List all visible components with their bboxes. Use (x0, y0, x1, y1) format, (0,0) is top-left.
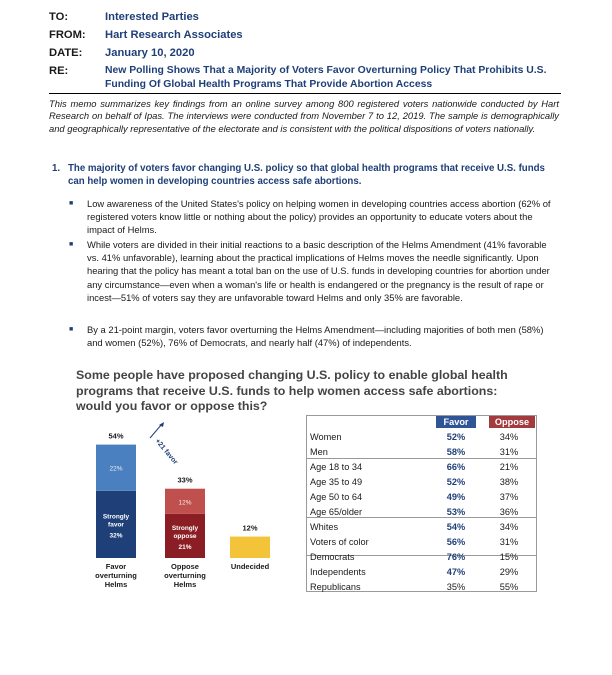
bar-total-label: 12% (242, 523, 258, 533)
bar-weak-value-label: 12% (178, 499, 192, 507)
table-cell-favor: 76% (446, 552, 466, 562)
poll-question: Some people have proposed changing U.S. policy to enable global health programs that receive U.S. funds to help women access safe abortions: would you favor or oppose this? (76, 368, 508, 414)
table-cell-favor: 56% (446, 537, 466, 547)
table-row (307, 475, 536, 490)
table-row-label: Independents (310, 567, 366, 577)
category-label: Oppose (171, 562, 199, 571)
memo-re-value-2: Funding Of Global Health Programs That Provide Abortion Access (105, 79, 433, 90)
table-row-label: Democrats (310, 552, 355, 562)
memo-re-label: RE: (49, 65, 69, 77)
bar-strong-value-label: 32% (109, 532, 123, 540)
category-label: overturning (95, 571, 137, 580)
table-row-label: Voters of color (310, 537, 369, 547)
finding-text: The majority of voters favor changing U.S. policy so that global health programs that receive U.S. funds can help women in developing countries access safe abortions. (68, 163, 545, 187)
table-header-favor: Favor (436, 416, 476, 428)
table-cell-oppose: 37% (499, 492, 519, 502)
category-label: Helms (104, 580, 128, 589)
table-cell-oppose: 15% (499, 552, 519, 562)
bullet-square-icon: ■ (69, 200, 74, 207)
table-row (307, 430, 536, 445)
table-row (307, 490, 536, 505)
table-row (307, 520, 536, 535)
bar-strong-label: oppose (173, 532, 197, 540)
memo-from-label: FROM: (49, 29, 86, 41)
table-row-label: Age 50 to 64 (310, 492, 363, 502)
table-cell-favor: 58% (446, 447, 466, 457)
intro-paragraph: This memo summarizes key findings from an online survey among 800 registered voters nationwide conducted by Hart Research on behalf of Ipas. The interviews were conducted from November 7 to 12, 2019. The sample is demographically and geographically representative of the electorate and is consistent with the political dispositions of voters nationally. (49, 98, 559, 134)
category-label: Favor (105, 562, 127, 571)
bar-strong-value-label: 21% (178, 543, 192, 551)
table-cell-favor: 66% (446, 462, 466, 472)
table-cell-favor: 54% (446, 522, 466, 532)
table-cell-oppose: 36% (499, 507, 519, 517)
bullet-square-icon: ■ (69, 241, 74, 248)
bar-weak-value-label: 22% (109, 465, 123, 473)
table-cell-favor: 53% (446, 507, 466, 517)
table-row-label: Women (310, 432, 342, 442)
bar-total-label: 54% (108, 431, 124, 441)
category-label: Undecided (230, 562, 270, 571)
table-cell-oppose: 34% (499, 522, 519, 532)
header-divider (49, 93, 561, 94)
table-row-label: Whites (310, 522, 339, 532)
table-cell-oppose: 29% (499, 567, 519, 577)
table-row-label: Age 65/older (310, 507, 363, 517)
table-cell-oppose: 38% (499, 477, 519, 487)
table-cell-favor: 49% (446, 492, 466, 502)
table-cell-favor: 52% (446, 477, 466, 487)
table-row-label: Men (310, 447, 328, 457)
table-row (307, 580, 536, 595)
table-cell-oppose: 55% (499, 582, 519, 592)
bar-strong-label: Strongly (171, 524, 199, 532)
table-header-oppose: Oppose (489, 416, 535, 428)
demographic-table (306, 415, 537, 592)
bullet-text: Low awareness of the United States's policy on helping women in developing countries access abortion (62% of registered voters know little or nothing about the policy) provides an opportunity to educate voters about the impact of Helms. (87, 198, 551, 236)
table-row-label: Age 35 to 49 (310, 477, 363, 487)
bar-undecided (230, 537, 270, 558)
table-cell-favor: 52% (446, 432, 466, 442)
bullet-text: By a 21-point margin, voters favor overturning the Helms Amendment—including majorities of both men (58%) and women (52%), 76% of Democrats, and nearly half (47%) of independents. (87, 324, 544, 349)
memo-date-value: January 10, 2020 (105, 47, 195, 59)
memo-date-label: DATE: (49, 47, 83, 59)
bar-strong-label: Strongly (102, 513, 130, 521)
memo-from-value: Hart Research Associates (105, 29, 243, 41)
favor-margin-annotation: +21 favor (153, 437, 179, 466)
annotation-arrow (150, 424, 162, 438)
table-row (307, 505, 536, 520)
table-row (307, 460, 536, 475)
key-finding-1 (52, 163, 557, 188)
bullet-item (69, 197, 556, 237)
table-row (307, 550, 536, 565)
table-cell-oppose: 34% (499, 432, 519, 442)
table-row (307, 535, 536, 550)
table-row-label: Age 18 to 34 (310, 462, 363, 472)
category-label: Helms (173, 580, 197, 589)
favor-oppose-chart (80, 418, 300, 598)
table-cell-favor: 35% (446, 582, 466, 592)
bullet-item (69, 323, 556, 349)
memo-to-value: Interested Parties (105, 11, 199, 23)
table-row-label: Republicans (310, 582, 361, 592)
bar-strong-label: favor (108, 521, 124, 529)
bullet-text: While voters are divided in their initial reactions to a basic description of the Helms Amendment (41% favorable vs. 41% unfavorable), learning about the practical implications of Helms moves the needle significantly. Upon hearing that the policy has meant a total ban on the use of U.S. funds in developing countries for abortion under any circumstance—even when a woman's life or health is endangered or the pregnancy is the result of rape or incest—51% of voters say they are unfavorable toward Helms and only 35% are favorable. (87, 239, 550, 303)
table-cell-oppose: 31% (499, 537, 519, 547)
memo-re-value: New Polling Shows That a Majority of Voters Favor Overturning Policy That Prohibits U.S. (105, 65, 547, 76)
category-label: overturning (164, 571, 206, 580)
table-cell-oppose: 21% (499, 462, 519, 472)
memo-to-label: TO: (49, 11, 69, 23)
table-cell-favor: 47% (446, 567, 466, 577)
finding-number: 1. (52, 163, 61, 174)
table-row (307, 565, 536, 580)
table-row (307, 445, 536, 460)
table-cell-oppose: 31% (499, 447, 519, 457)
bar-total-label: 33% (177, 475, 193, 485)
bullet-item (69, 238, 556, 304)
bullet-square-icon: ■ (69, 326, 74, 333)
